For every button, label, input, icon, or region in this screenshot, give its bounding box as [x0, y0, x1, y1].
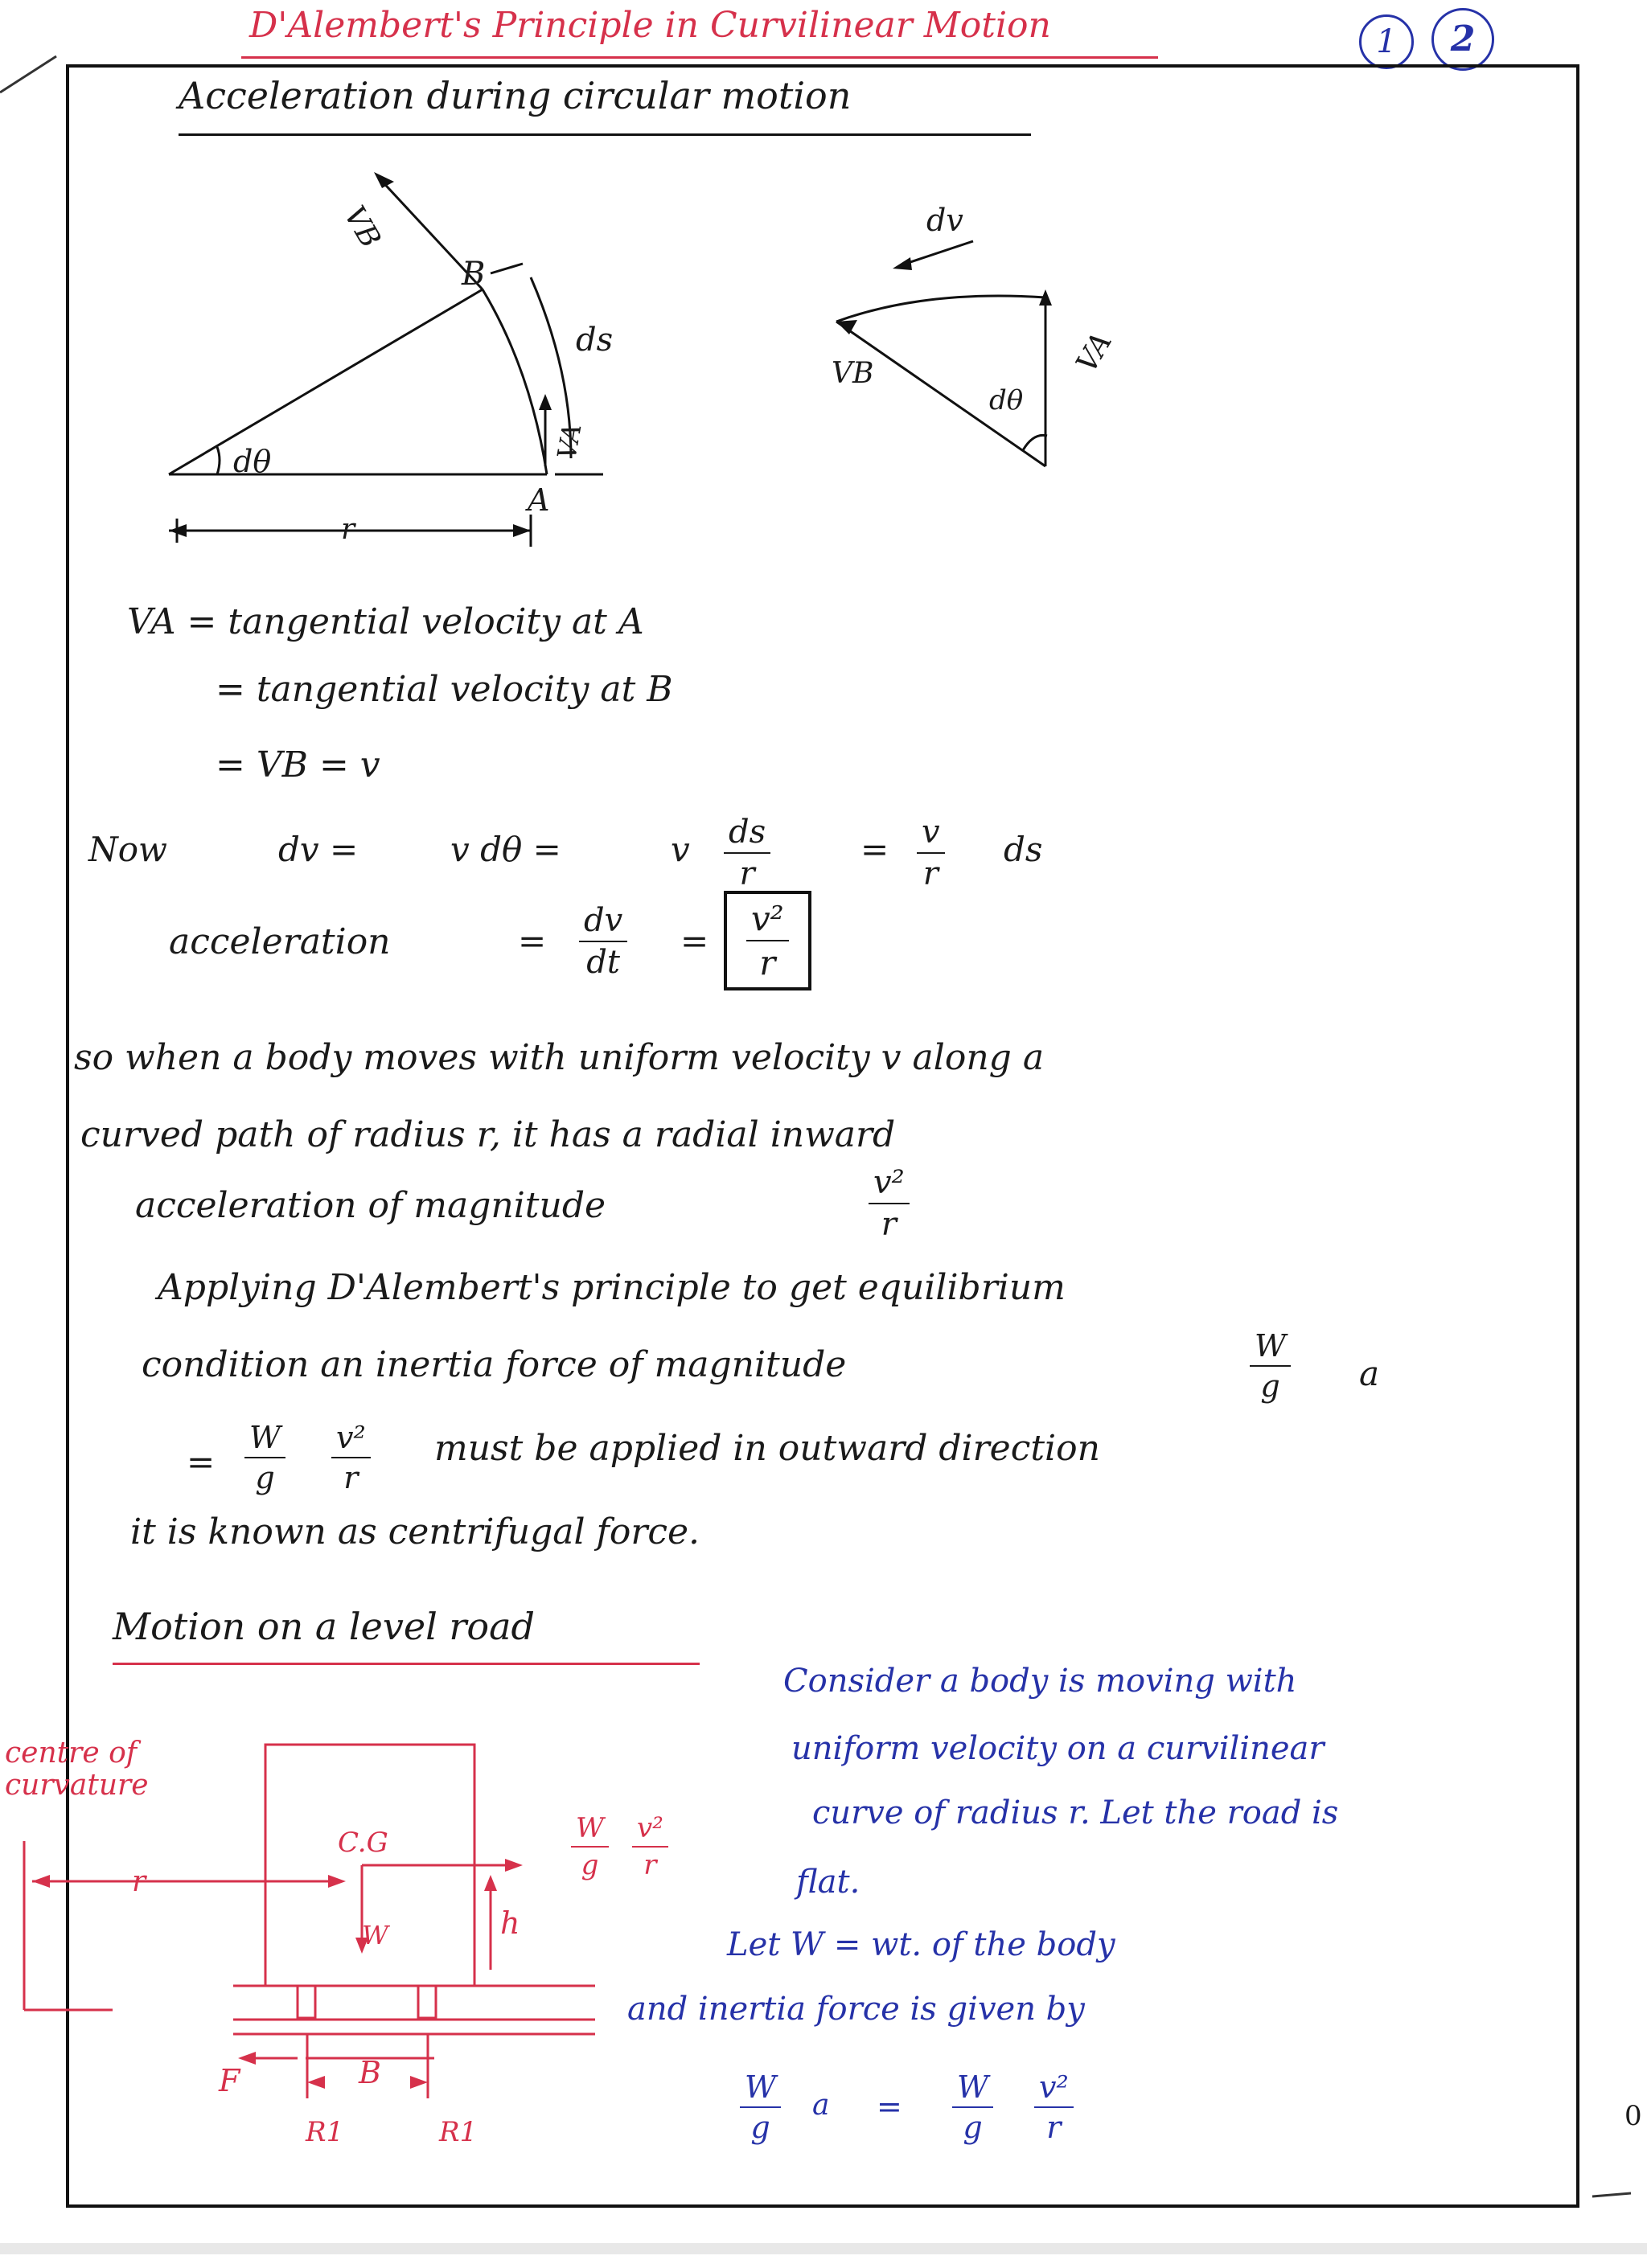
reaction-right-label: R1 [439, 2116, 478, 2148]
v-over-r-fraction [917, 814, 945, 892]
height-label: h [500, 1905, 520, 1941]
eq-line-3: = VB = v [216, 744, 380, 785]
para2-w-over-g-fraction [1250, 1328, 1291, 1404]
final-a: a [812, 2089, 830, 2122]
v-numerator: v [922, 814, 940, 851]
accel-label: acceleration [169, 921, 391, 962]
eq-line-1: VA = tangential velocity at A [127, 601, 644, 642]
para2-line3-equals: = [187, 1442, 216, 1482]
centre-of-curvature-label-1: centre of [5, 1737, 138, 1770]
r-denominator: r [739, 855, 755, 892]
final-w-over-g-2 [952, 2069, 993, 2145]
fig1-b-label: B [462, 256, 486, 293]
bottom-right-stroke [1592, 2187, 1641, 2203]
dv-eq-ds: ds [1004, 830, 1043, 869]
page-title: D'Alembert's Principle in Curvilinear Motion [249, 5, 1051, 46]
final-g2: g [963, 2110, 983, 2145]
note-line-6: and inertia force is given by [627, 1991, 1085, 2028]
para2-line3-v2: v² [336, 1420, 366, 1455]
fig1-vb-label: VB [337, 200, 388, 254]
fig2-dv-label: dv [926, 203, 963, 238]
accel-eq2: = [680, 921, 709, 961]
inertia-w-over-g [571, 1812, 609, 1881]
para2-line3-g: g [255, 1460, 275, 1495]
fig1-va-label: VA [551, 421, 588, 461]
para2-g: g [1260, 1368, 1280, 1404]
title-underline [241, 56, 1158, 59]
fig2-vb-label: VB [832, 357, 874, 390]
inertia-v2: v² [637, 1812, 663, 1844]
v-squared-numerator: v² [751, 899, 784, 938]
fig2-dtheta-label: dθ [989, 384, 1024, 416]
fig1-a-label: A [528, 482, 550, 518]
road-r-label: r [132, 1865, 146, 1898]
ds-over-r-fraction [724, 814, 770, 892]
final-equals: = [877, 2089, 902, 2124]
para2-a: a [1359, 1354, 1380, 1393]
para2-line3-text: must be applied in outward direction [434, 1428, 1100, 1469]
page-mark-1: 1 [1359, 14, 1414, 69]
dt-denominator: dt [586, 944, 620, 981]
fig2-va-label: VA [1070, 326, 1119, 379]
note-line-4: flat. [796, 1864, 860, 1901]
para1-fraction [869, 1164, 910, 1243]
inertia-r: r [643, 1849, 657, 1881]
inertia-g: g [581, 1849, 599, 1881]
final-r: r [1046, 2110, 1062, 2145]
para2-line3-v2-over-r [331, 1420, 371, 1495]
now-label: Now [88, 830, 167, 869]
friction-label: F [219, 2063, 240, 2098]
para1-line-1: so when a body moves with uniform velocity v along a [74, 1037, 1045, 1078]
fig1-r-label: r [341, 513, 355, 546]
cg-label: C.G [338, 1827, 388, 1859]
final-w2: W [957, 2069, 989, 2105]
section2-heading: Motion on a level road [113, 1605, 535, 1648]
section2-heading-underline [113, 1663, 700, 1665]
fig1-ds-label: ds [576, 322, 614, 359]
para2-line3-w: W [249, 1420, 281, 1455]
bottom-shadow [0, 2243, 1647, 2254]
ds-numerator: ds [729, 814, 766, 851]
para1-frac-num: v² [873, 1164, 905, 1201]
note-line-1: Consider a body is moving with [783, 1663, 1297, 1700]
para2-w: W [1255, 1328, 1287, 1364]
fig1-dtheta-label: dθ [233, 444, 272, 479]
note-line-5: Let W = wt. of the body [727, 1926, 1115, 1963]
inertia-w: W [576, 1812, 604, 1844]
page-mark-2: 2 [1431, 8, 1494, 71]
r-box-denominator: r [759, 943, 776, 982]
dv-over-dt-fraction [579, 902, 627, 981]
inertia-v2-over-r [632, 1812, 668, 1881]
centripetal-accel-box [724, 891, 811, 990]
base-width-label: B [359, 2055, 381, 2090]
dv-eq-lhs: dv = [278, 830, 359, 869]
para1-line-2: curved path of radius r, it has a radial inward [80, 1114, 896, 1155]
para2-line-1: Applying D'Alembert's principle to get equilibrium [158, 1267, 1066, 1308]
centre-of-curvature-label-2: curvature [5, 1769, 149, 1802]
para1-line-3: acceleration of magnitude [135, 1185, 606, 1226]
para2-line3-r: r [343, 1460, 359, 1495]
final-v2: v² [1039, 2069, 1069, 2105]
r-denominator-2: r [922, 855, 939, 892]
reaction-left-label: R1 [306, 2116, 344, 2148]
dv-eq-part1: v dθ = [450, 830, 561, 869]
final-v2-over-r [1034, 2069, 1074, 2145]
para2-line-4: it is known as centrifugal force. [130, 1511, 700, 1552]
page-number: 0 [1624, 2100, 1642, 2132]
dv-eq-v: v [671, 830, 690, 869]
corner-stroke [0, 48, 64, 96]
final-w: W [745, 2069, 777, 2105]
dv-numerator: dv [584, 902, 623, 939]
eq-line-2: = tangential velocity at B [216, 669, 673, 710]
dv-eq-equals: = [860, 830, 889, 869]
para2-line3-w-over-g [244, 1420, 285, 1495]
para2-line-2: condition an inertia force of magnitude [142, 1344, 847, 1385]
section1-heading: Acceleration during circular motion [179, 74, 852, 117]
accel-eq1: = [518, 921, 547, 961]
sector-diagram [153, 161, 635, 547]
section1-heading-underline [179, 133, 1031, 136]
final-w-over-g [740, 2069, 781, 2145]
para1-frac-den: r [881, 1206, 897, 1243]
weight-label: W [362, 1920, 388, 1950]
note-line-2: uniform velocity on a curvilinear [791, 1730, 1325, 1767]
note-line-3: curve of radius r. Let the road is [812, 1794, 1339, 1831]
final-g: g [750, 2110, 770, 2145]
